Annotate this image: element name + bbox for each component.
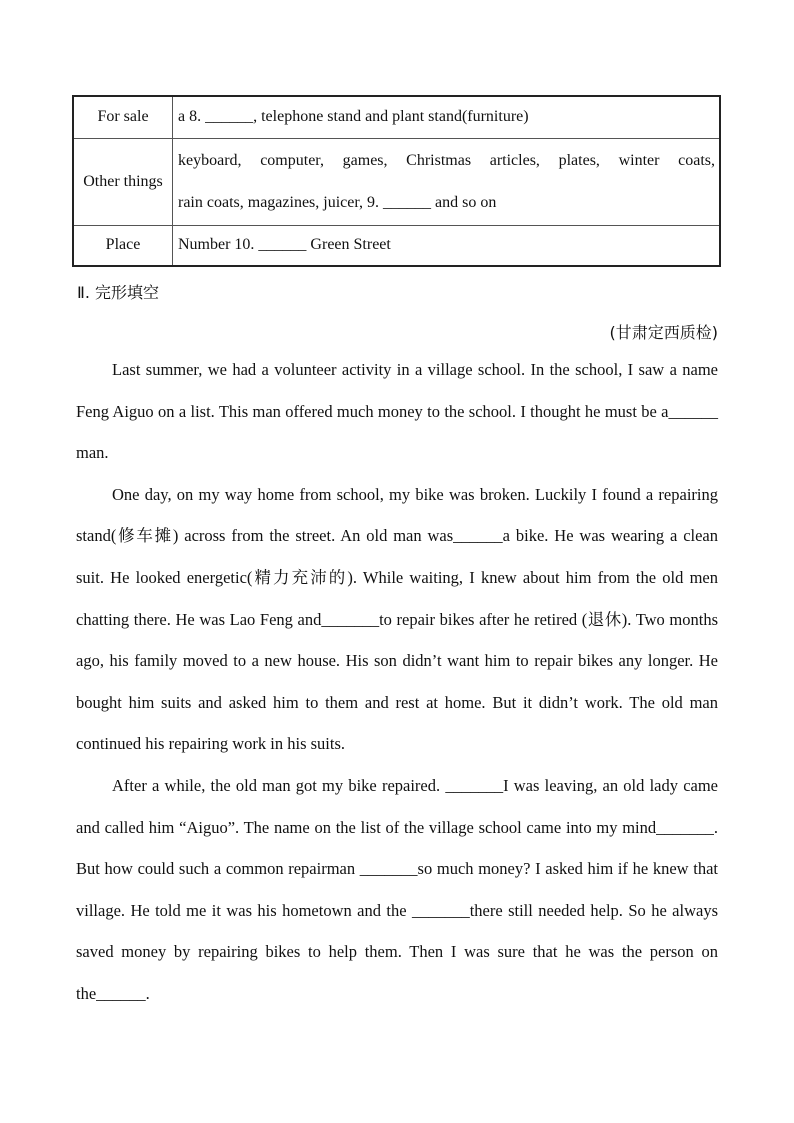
row-label: Other things [73, 138, 173, 225]
passage [76, 349, 718, 1015]
row-label: For sale [73, 96, 173, 138]
passage-paragraph: After a while, the old man got my bike repaired. _______I was leaving, an old lady came and called him “Aiguo”. The name on the list of the village school came into my mind_______. But how could such a common repairman _______so much money? I asked him if he knew that village. He told me it was his hometown and the _______there still needed help. So he always saved money by repairing bikes to help them. Then I was sure that he was the person on the______. [76, 775, 718, 1003]
row-content [173, 138, 721, 225]
passage-paragraph: Last summer, we had a volunteer activity in a village school. In the school, I saw a name Feng Aiguo on a list. This man offered much money to the school. I thought he must be a______ man. [76, 360, 718, 463]
row-content: a 8. ______, telephone stand and plant stand(furniture) [173, 96, 721, 138]
table-row [73, 225, 720, 266]
table-row [73, 96, 720, 138]
row-content-line: rain coats, magazines, juicer, 9. ______ and so on [178, 193, 497, 211]
row-content: Number 10. ______ Green Street [173, 225, 721, 266]
source-note: (甘肃定西质检) [609, 323, 718, 342]
row-content-line: keyboard, computer, games, Christmas articles, plates, winter coats, [178, 151, 715, 169]
info-table [72, 95, 721, 267]
section-title: Ⅱ. 完形填空 [77, 283, 160, 302]
passage-paragraph: One day, on my way home from school, my bike was broken. Luckily I found a repairing stand(修车摊) across from the street. An old man was______a bike. He was wearing a clean suit. He looked energetic(精力充沛的). While waiting, I knew about him from the old men chatting there. He was Lao Feng and_______to repair bikes after he retired (退休). Two months ago, his family moved to a new house. His son didn’t want him to repair bikes any longer. He bought him suits and asked him to them and rest at home. But it didn’t work. The old man continued his repairing work in his suits. [76, 484, 718, 754]
table-row [73, 138, 720, 225]
row-label: Place [73, 225, 173, 266]
